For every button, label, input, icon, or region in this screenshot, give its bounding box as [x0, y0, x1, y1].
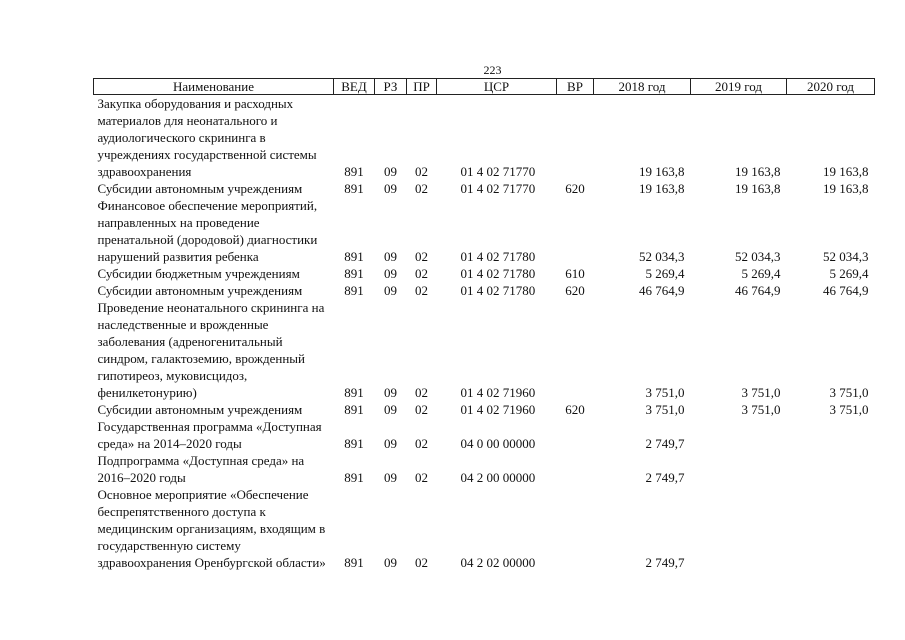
row-vr	[557, 452, 594, 486]
table-row	[94, 95, 875, 181]
row-name: Государственная программа «Доступная среда» на 2014–2020 годы	[97, 419, 322, 451]
row-csr: 04 2 02 00000	[460, 555, 536, 570]
row-2020: 3 751,0	[829, 402, 869, 417]
table-row	[94, 486, 875, 571]
row-csr: 04 2 00 00000	[460, 470, 536, 485]
row-2018: 19 163,8	[639, 164, 685, 179]
row-name: Подпрограмма «Доступная среда» на 2016–2020 годы	[97, 453, 305, 485]
table-row	[94, 282, 875, 299]
row-csr: 01 4 02 71780	[460, 249, 536, 264]
row-pr: 02	[415, 555, 428, 570]
row-ved: 891	[344, 181, 364, 196]
row-rz: 09	[384, 385, 397, 400]
header-2020: 2020 год	[787, 79, 875, 95]
row-csr: 04 0 00 00000	[460, 436, 536, 451]
row-ved: 891	[344, 249, 364, 264]
row-2020: 19 163,8	[823, 164, 869, 179]
row-name: Основное мероприятие «Обеспечение беспрепятственного доступа к медицинским организациям, входящим в государственную систему здравоохранения Оренбургской области»	[97, 487, 326, 570]
row-ved: 891	[344, 402, 364, 417]
row-vr: 620	[565, 181, 585, 196]
budget-table	[93, 78, 875, 571]
row-2018: 52 034,3	[639, 249, 685, 264]
row-2019	[691, 486, 787, 571]
row-csr: 01 4 02 71960	[460, 385, 536, 400]
row-vr	[557, 95, 594, 181]
row-ved: 891	[344, 555, 364, 570]
row-2018: 3 751,0	[645, 402, 685, 417]
table-row	[94, 265, 875, 282]
table-row	[94, 401, 875, 418]
row-2018: 5 269,4	[645, 266, 685, 281]
row-rz: 09	[384, 283, 397, 298]
header-name: Наименование	[94, 79, 334, 95]
row-2019: 3 751,0	[741, 402, 781, 417]
row-rz: 09	[384, 436, 397, 451]
row-rz: 09	[384, 266, 397, 281]
row-2018: 19 163,8	[639, 181, 685, 196]
table-row	[94, 418, 875, 452]
row-pr: 02	[415, 164, 428, 179]
row-pr: 02	[415, 385, 428, 400]
row-pr: 02	[415, 283, 428, 298]
row-ved: 891	[344, 385, 364, 400]
row-2020: 3 751,0	[829, 385, 869, 400]
row-pr: 02	[415, 266, 428, 281]
row-name: Финансовое обеспечение мероприятий, направленных на проведение пренатальной (дородовой) диагностики нарушений развития ребенка	[97, 198, 318, 264]
row-2019: 19 163,8	[735, 181, 781, 196]
row-2019: 5 269,4	[741, 266, 781, 281]
header-2019: 2019 год	[691, 79, 787, 95]
row-name: Субсидии автономным учреждениям	[97, 181, 303, 196]
row-2019	[691, 418, 787, 452]
row-csr: 01 4 02 71770	[460, 181, 536, 196]
row-2020	[787, 486, 875, 571]
row-vr	[557, 486, 594, 571]
table-row	[94, 197, 875, 265]
row-ved: 891	[344, 283, 364, 298]
row-pr: 02	[415, 436, 428, 451]
row-2019: 19 163,8	[735, 164, 781, 179]
row-2019: 46 764,9	[735, 283, 781, 298]
row-rz: 09	[384, 181, 397, 196]
header-csr: ЦСР	[437, 79, 557, 95]
row-name: Субсидии автономным учреждениям	[97, 402, 303, 417]
row-pr: 02	[415, 470, 428, 485]
row-vr	[557, 418, 594, 452]
row-2020: 52 034,3	[823, 249, 869, 264]
table-row	[94, 180, 875, 197]
row-pr: 02	[415, 181, 428, 196]
row-vr: 620	[565, 283, 585, 298]
row-ved: 891	[344, 164, 364, 179]
row-name: Проведение неонатального скрининга на наследственные и врожденные заболевания (адреногенитальный синдром, галактоземию, врожденный гипотиреоз, муковисцидоз, фенилкетонурию)	[97, 300, 325, 400]
row-vr	[557, 197, 594, 265]
row-rz: 09	[384, 470, 397, 485]
row-2020	[787, 452, 875, 486]
row-csr: 01 4 02 71960	[460, 402, 536, 417]
row-name: Закупка оборудования и расходных материалов для неонатального и аудиологического скрининга в учреждениях государственной системы здравоохранения	[97, 96, 317, 179]
row-2018: 2 749,7	[645, 436, 685, 451]
row-2020: 19 163,8	[823, 181, 869, 196]
row-name: Субсидии автономным учреждениям	[97, 283, 303, 298]
row-ved: 891	[344, 470, 364, 485]
row-csr: 01 4 02 71780	[460, 283, 536, 298]
row-rz: 09	[384, 249, 397, 264]
row-2019: 52 034,3	[735, 249, 781, 264]
row-2018: 2 749,7	[645, 470, 685, 485]
row-2020	[787, 418, 875, 452]
row-name: Субсидии бюджетным учреждениям	[97, 266, 300, 281]
table-row	[94, 452, 875, 486]
header-rz: РЗ	[375, 79, 407, 95]
row-pr: 02	[415, 402, 428, 417]
page-number: 223	[483, 63, 502, 77]
row-rz: 09	[384, 402, 397, 417]
row-2020: 46 764,9	[823, 283, 869, 298]
row-ved: 891	[344, 436, 364, 451]
row-vr: 610	[565, 266, 585, 281]
row-2019	[691, 452, 787, 486]
row-2018: 2 749,7	[645, 555, 685, 570]
row-2018: 46 764,9	[639, 283, 685, 298]
header-ved: ВЕД	[334, 79, 375, 95]
row-vr	[557, 299, 594, 401]
header-vr: ВР	[557, 79, 594, 95]
header-2018: 2018 год	[594, 79, 691, 95]
row-2019: 3 751,0	[741, 385, 781, 400]
header-pr: ПР	[407, 79, 437, 95]
row-vr: 620	[565, 402, 585, 417]
row-csr: 01 4 02 71780	[460, 266, 536, 281]
row-2018: 3 751,0	[645, 385, 685, 400]
row-ved: 891	[344, 266, 364, 281]
row-2020: 5 269,4	[829, 266, 869, 281]
row-csr: 01 4 02 71770	[460, 164, 536, 179]
header-row	[94, 79, 875, 95]
row-rz: 09	[384, 164, 397, 179]
row-pr: 02	[415, 249, 428, 264]
row-rz: 09	[384, 555, 397, 570]
table-row	[94, 299, 875, 401]
